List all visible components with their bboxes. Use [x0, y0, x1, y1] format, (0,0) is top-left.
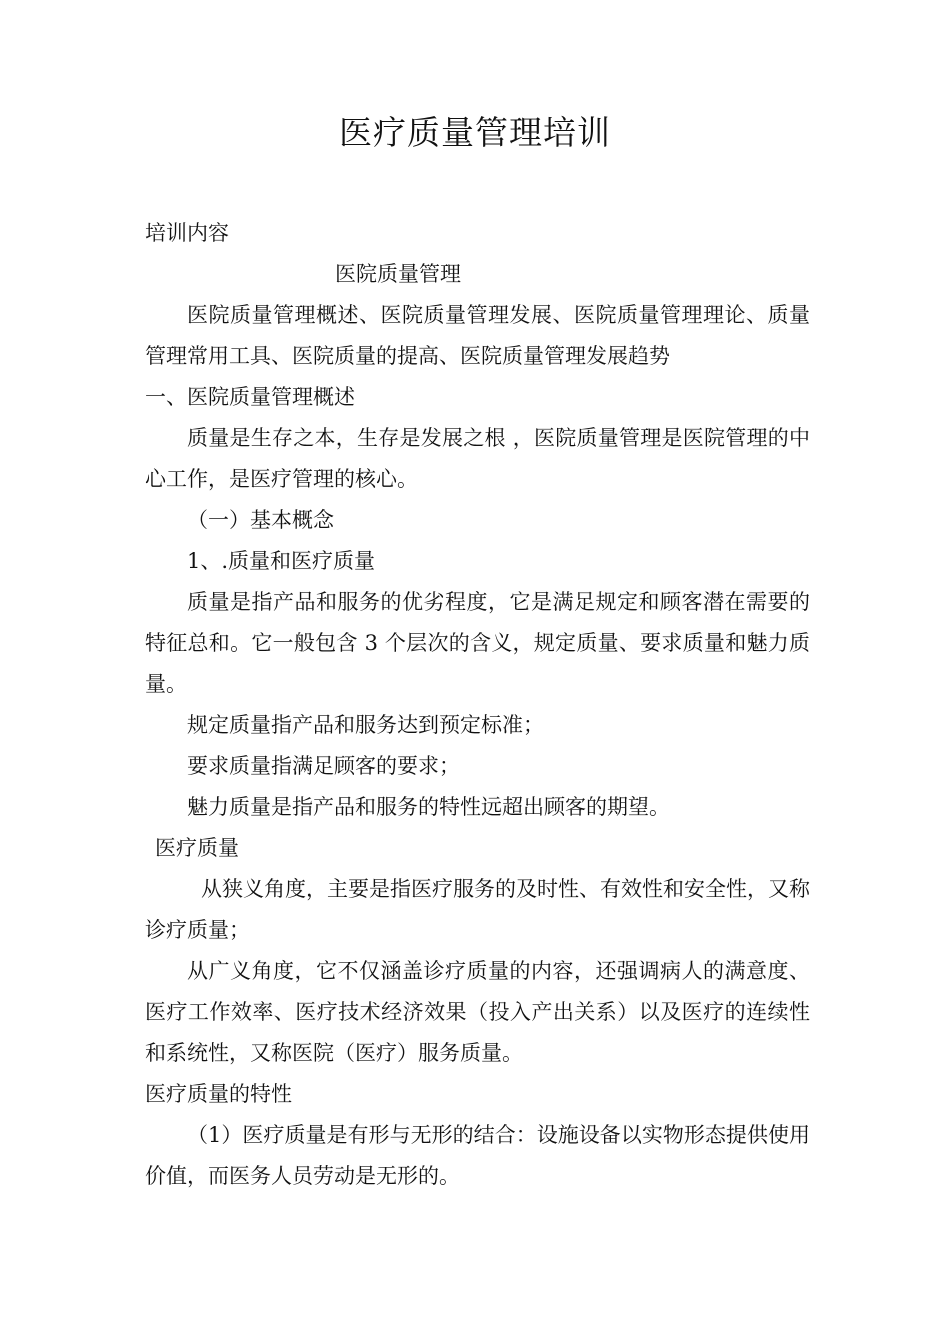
document-body — [145, 213, 810, 1197]
heading-quality-characteristics: 医疗质量的特性 — [145, 1082, 292, 1106]
paragraph-specified-quality: 规定质量指产品和服务达到预定标准； — [187, 713, 544, 737]
paragraph-required-quality: 要求质量指满足顾客的要求； — [187, 754, 460, 778]
paragraph-quality-core: 质量是生存之本，生存是发展之根 ，医院质量管理是医院管理的中心工作，是医疗管理的核心。 — [145, 426, 810, 491]
paragraph-characteristic-1: （1）医疗质量是有形与无形的结合：设施设备以实物形态提供使用价值，而医务人员劳动是无形的。 — [145, 1123, 810, 1188]
heading-basic-concepts: （一）基本概念 — [187, 508, 334, 532]
paragraph-attractive-quality: 魅力质量是指产品和服务的特性远超出顾客的期望。 — [187, 795, 670, 819]
heading-medical-quality: 医疗质量 — [155, 836, 239, 860]
document-title: 医疗质量管理培训 — [339, 113, 611, 152]
paragraph-quality-definition: 质量是指产品和服务的优劣程度，它是满足规定和顾客潜在需要的特征总和。它一般包含 3 个层次的含义，规定质量、要求质量和魅力质量。 — [145, 590, 810, 696]
subtitle: 医院质量管理 — [335, 262, 461, 286]
paragraph-overview-list: 医院质量管理概述、医院质量管理发展、医院质量管理理论、质量管理常用工具、医院质量的提高、医院质量管理发展趋势 — [145, 303, 810, 368]
heading-quality-definition: 1、.质量和医疗质量 — [187, 549, 376, 573]
paragraph-narrow-sense: 从狭义角度，主要是指医疗服务的及时性、有效性和安全性，又称诊疗质量； — [145, 877, 810, 942]
section-label: 培训内容 — [145, 221, 229, 245]
paragraph-broad-sense: 从广义角度，它不仅涵盖诊疗质量的内容，还强调病人的满意度、医疗工作效率、医疗技术经济效果（投入产出关系）以及医疗的连续性和系统性，又称医院（医疗）服务质量。 — [145, 959, 810, 1065]
heading-section-1: 一、医院质量管理概述 — [145, 385, 355, 409]
